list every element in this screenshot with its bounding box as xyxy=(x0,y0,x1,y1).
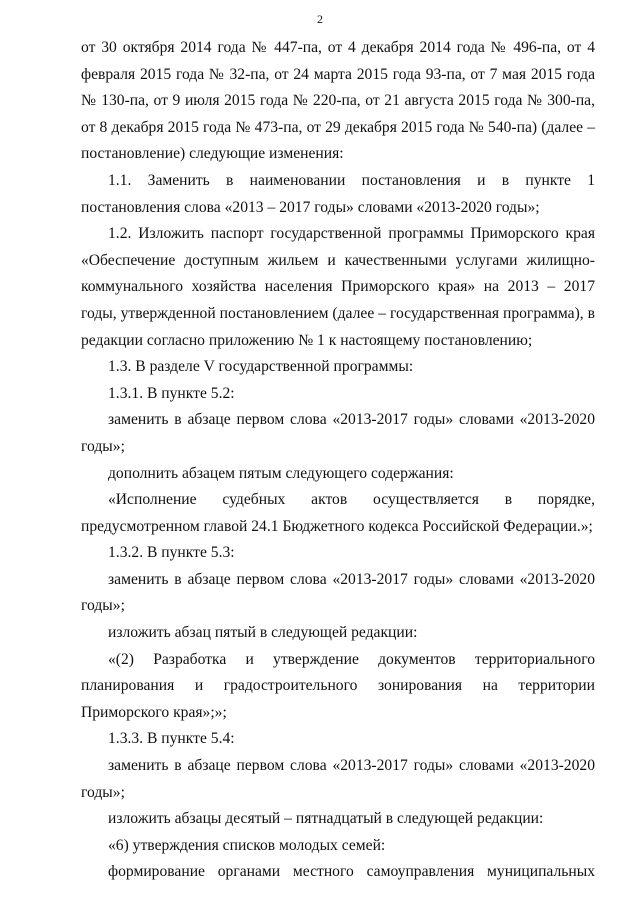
paragraph-1-3-2-quote: «(2) Разработка и утверждение документов территориального планирования и градостроительного зонирования на территории Приморского края»;»; xyxy=(81,650,595,721)
paragraph-1-3-3-replace: заменить в абзаце первом слова «2013-2017 годы» словами «2013-2020 годы»; xyxy=(81,757,595,801)
paragraph-1-3-3: 1.3.3. В пункте 5.4: xyxy=(108,730,235,748)
paragraph-1-3-1-quote: «Исполнение судебных актов осуществляется в порядке, предусмотренном главой 24.1 Бюджетного кодекса Российской Федерации.»; xyxy=(81,491,595,535)
paragraph-1-3-3-restate: изложить абзацы десятый – пятнадцатый в следующей редакции: xyxy=(108,810,544,828)
paragraph-1-2: 1.2. Изложить паспорт государственной программы Приморского края «Обеспечение доступным жильем и качественными услугами жилищно-коммунального хозяйства населения Приморского края» на 2013 – 2017 годы, утвержденной постановлением (далее – государственная программа), в редакции согласно приложению № 1 к настоящему постановлению; xyxy=(81,225,595,349)
paragraph-1-3-1-add: дополнить абзацем пятым следующего содержания: xyxy=(108,464,454,482)
paragraph-1-3: 1.3. В разделе V государственной программы: xyxy=(108,358,414,376)
paragraph-1-3-2-replace: заменить в абзаце первом слова «2013-2017 годы» словами «2013-2020 годы»; xyxy=(81,570,595,615)
page-number: 2 xyxy=(317,12,323,26)
document-body xyxy=(81,35,595,886)
paragraph-1-3-2: 1.3.2. В пункте 5.3: xyxy=(108,544,235,562)
paragraph-1-1: 1.1. Заменить в наименовании постановления и в пункте 1 постановления слова «2013 – 2017 годы» словами «2013-2020 годы»; xyxy=(81,171,595,216)
paragraph-1-3-2-restate: изложить абзац пятый в следующей редакции: xyxy=(108,624,418,642)
paragraph-1-3-3-item-6: «6) утверждения списков молодых семей: xyxy=(108,836,386,854)
paragraph-1-3-1: 1.3.1. В пункте 5.2: xyxy=(108,384,235,402)
paragraph-amendments-intro: от 30 октября 2014 года № 447-па, от 4 декабря 2014 года № 496-па, от 4 февраля 2015 года № 32-па, от 24 марта 2015 года 93-па, от 7 мая 2015 года № 130-па, от 9 июля 2015 года № 220-па, от 21 августа 2015 года № 300-па, от 8 декабря 2015 года № 473-па, от 29 декабря 2015 года № 540-па) (далее – постановление) следующие изменения: xyxy=(81,39,595,163)
paragraph-1-3-1-replace: заменить в абзаце первом слова «2013-2017 годы» словами «2013-2020 годы»; xyxy=(81,411,595,455)
paragraph-1-3-3-formation: формирование органами местного самоуправления муниципальных xyxy=(108,863,595,881)
